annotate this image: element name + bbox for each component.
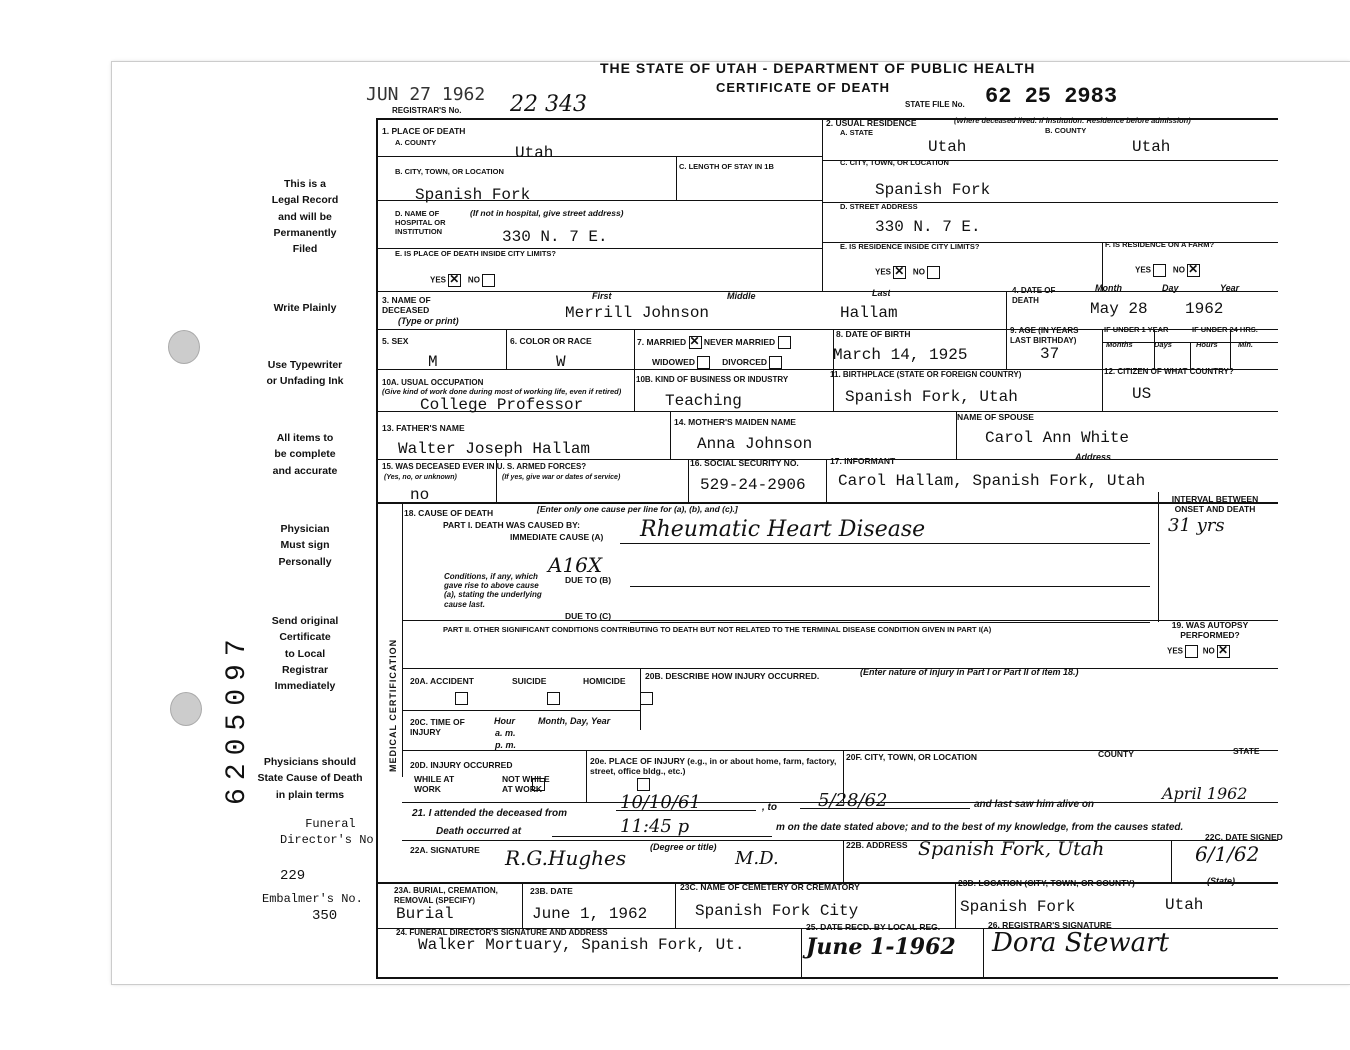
interval-label: INTERVAL BETWEEN ONSET AND DEATH	[1171, 494, 1259, 515]
burial-location-label: 23D. LOCATION (CITY, TOWN, OR COUNTY)	[958, 878, 1135, 888]
pod-inside-limits-label: E. IS PLACE OF DEATH INSIDE CITY LIMITS?	[395, 249, 556, 258]
pod-hospital: 330 N. 7 E.	[502, 228, 608, 246]
homicide-label: HOMICIDE	[583, 676, 626, 686]
date-recd-label: 25. DATE RECD. BY LOCAL REG.	[806, 922, 941, 932]
res-state: Utah	[928, 138, 967, 156]
attended-from: 10/10/61	[620, 792, 701, 813]
res-street: 330 N. 7 E.	[875, 218, 981, 236]
last-label: Last	[872, 288, 891, 298]
suicide-label: SUICIDE	[512, 676, 547, 686]
vertical-file-number: 6205097	[222, 631, 253, 805]
cemetery-value: Spanish Fork City	[695, 902, 859, 920]
header-subtitle: CERTIFICATE OF DEATH	[716, 80, 891, 95]
registrar-signature: Dora Stewart	[992, 928, 1169, 958]
date-recd: June 1-1962	[806, 934, 956, 960]
accident-label: 20A. ACCIDENT	[410, 676, 474, 686]
business-label: 10B. KIND OF BUSINESS OR INDUSTRY	[636, 375, 789, 384]
cemetery-label: 23C. NAME OF CEMETERY OR CREMATORY	[680, 882, 860, 892]
am-label: a. m.	[495, 728, 516, 738]
place-of-death-label: 1. PLACE OF DEATH	[382, 126, 466, 136]
pod-county: Utah	[515, 144, 554, 162]
death-occurred-rest: m on the date stated above; and to the best of my knowledge, from the causes stated.	[776, 822, 1184, 833]
date-signed-label: 22C. DATE SIGNED	[1205, 832, 1283, 842]
armed-note-1: (Yes, no, or unknown)	[384, 474, 457, 481]
injury-county-label: COUNTY	[1098, 749, 1134, 759]
color-value: W	[556, 353, 566, 371]
punch-hole-bottom	[170, 692, 202, 726]
cause-label: 18. CAUSE OF DEATH	[404, 508, 494, 518]
how-injury-note: (Enter nature of injury in Part I or Part II of item 18.)	[860, 667, 1079, 677]
punch-hole-top	[168, 330, 200, 364]
months-label: Months	[1106, 340, 1133, 349]
res-no-checkbox[interactable]	[927, 266, 940, 279]
how-injury-label: 20B. DESCRIBE HOW INJURY OCCURRED.	[645, 671, 820, 681]
sex-label: 5. SEX	[382, 336, 409, 346]
cause-a: Rheumatic Heart Disease	[640, 517, 926, 542]
res-inside-limits-label: E. IS RESIDENCE INSIDE CITY LIMITS?	[840, 242, 980, 251]
birthplace-label: 11. BIRTHPLACE (STATE OR FOREIGN COUNTRY)	[830, 370, 1022, 379]
informant-address-label: Address	[1075, 452, 1112, 462]
burial-state: Utah	[1165, 896, 1204, 914]
armed-note-2: (If yes, give war or dates of service)	[502, 474, 621, 481]
mother-value: Anna Johnson	[697, 435, 813, 453]
embalmer-no: 350	[312, 908, 338, 924]
pod-hospital-note: (If not in hospital, give street address)	[470, 208, 624, 218]
res-farm-label: F. IS RESIDENCE ON A FARM?	[1105, 240, 1215, 249]
mdy-label: Month, Day, Year	[538, 716, 611, 726]
deceased-first-middle: Merrill Johnson	[565, 304, 710, 322]
birthplace-value: Spanish Fork, Utah	[845, 388, 1018, 406]
day-label: Day	[1162, 283, 1179, 293]
widowed-checkbox[interactable]	[697, 356, 710, 369]
pod-inside-limits: YES ✕ NO	[430, 274, 495, 287]
residence-note: (Where deceased lived. If institution: Residence before admission)	[954, 116, 1191, 125]
degree-label: (Degree or title)	[650, 842, 717, 852]
side-physician-note: Physician Must sign Personally	[278, 523, 332, 568]
burial-state-label: (State)	[1207, 876, 1236, 886]
informant-value: Carol Hallam, Spanish Fork, Utah	[838, 472, 1146, 490]
side-cause-note: Physicians should State Cause of Death in plain terms	[257, 756, 363, 801]
last-saw-date: April 1962	[1162, 784, 1248, 803]
first-label: First	[592, 291, 612, 301]
married-checkbox[interactable]	[689, 336, 702, 349]
pod-yes-checkbox[interactable]	[448, 274, 461, 287]
signature-label: 22A. SIGNATURE	[410, 845, 480, 855]
color-label: 6. COLOR OR RACE	[510, 336, 592, 346]
side-complete-note: All items to be complete and accurate	[272, 432, 338, 477]
res-yes-checkbox[interactable]	[893, 266, 906, 279]
not-while-work-label: NOT WHILE AT WORK	[502, 774, 550, 795]
sex-value: M	[428, 353, 438, 371]
armed-label: 15. WAS DECEASED EVER IN U. S. ARMED FORCES?	[382, 462, 587, 471]
cause-code: A16X	[548, 553, 603, 577]
side-legal-note: This is a Legal Record and will be Permanently Filed	[271, 178, 339, 256]
pod-hospital-label: D. NAME OF HOSPITAL OR INSTITUTION	[395, 209, 446, 236]
to-label: , to	[762, 802, 777, 813]
date-signed: 6/1/62	[1195, 842, 1260, 866]
registrars-no-label: REGISTRAR'S No.	[392, 106, 462, 115]
autopsy-yes-checkbox[interactable]	[1185, 645, 1198, 658]
pod-city-label: B. CITY, TOWN, OR LOCATION	[395, 167, 504, 176]
accident-checkbox[interactable]	[455, 692, 468, 705]
res-state-label: A. STATE	[840, 128, 874, 137]
state-file-no: 62 25 2983	[985, 84, 1118, 109]
autopsy-label: 19. WAS AUTOPSY PERFORMED?	[1171, 620, 1249, 641]
not-while-work-checkbox[interactable]	[637, 778, 650, 791]
farm-no-checkbox[interactable]	[1187, 264, 1200, 277]
divorced-checkbox[interactable]	[769, 356, 782, 369]
res-county: Utah	[1132, 138, 1171, 156]
side-typewriter-note: Use Typewriter or Unfading Ink	[266, 359, 344, 388]
deceased-type-note: (Type or print)	[398, 316, 459, 326]
side-write-note: Write Plainly	[273, 302, 337, 314]
attended-to: 5/28/62	[818, 790, 888, 811]
burial-value: Burial	[396, 905, 454, 923]
father-label: 13. FATHER'S NAME	[382, 423, 465, 433]
month-label: Month	[1095, 283, 1122, 293]
res-county-label: B. COUNTY	[1045, 126, 1087, 135]
homicide-checkbox[interactable]	[640, 692, 653, 705]
state-file-label: STATE FILE No.	[905, 100, 965, 109]
death-date-label: 4. DATE OF DEATH	[1012, 286, 1056, 305]
res-inside-limits: YES ✕ NO	[875, 266, 940, 279]
injury-occurred-label: 20D. INJURY OCCURRED	[410, 760, 513, 770]
armed-value: no	[410, 486, 430, 504]
cause-note: [Enter only one cause per line for (a), (b), and (c).]	[537, 504, 738, 514]
immediate-label: IMMEDIATE CAUSE (A)	[510, 532, 604, 542]
conditions-note: Conditions, if any, which gave rise to above cause (a), stating the underlying cause last.	[444, 572, 542, 609]
pod-city: Spanish Fork	[415, 186, 531, 204]
occupation-note: (Give kind of work done during most of working life, even if retired)	[382, 387, 622, 396]
residence-label: 2. USUAL RESIDENCE	[826, 118, 917, 128]
widowed-label: WIDOWED DIVORCED	[652, 356, 782, 369]
father-value: Walter Joseph Hallam	[398, 440, 591, 458]
business-value: Teaching	[665, 392, 742, 410]
autopsy-options: YES NO ✕	[1167, 645, 1230, 658]
burial-date: June 1, 1962	[532, 905, 648, 923]
birth-label: 8. DATE OF BIRTH	[836, 329, 911, 339]
informant-label: 17. INFORMANT	[830, 456, 896, 466]
injury-city-label: 20F. CITY, TOWN, OR LOCATION	[846, 752, 977, 762]
physician-signature: R.G.Hughes	[505, 846, 627, 870]
registrar-sig-label: 26. REGISTRAR'S SIGNATURE	[988, 920, 1112, 930]
occupation-value: College Professor	[420, 396, 584, 414]
deceased-name-label: 3. NAME OF DECEASED	[382, 295, 431, 316]
last-saw-text: and last saw him alive on	[974, 799, 1095, 810]
part2-label: PART II. OTHER SIGNIFICANT CONDITIONS CONTRIBUTING TO DEATH BUT NOT RELATED TO THE TERMINAL DISEASE CONDITION GIVEN IN PART I(A)	[443, 625, 992, 634]
attended-text: 21. I attended the deceased from	[412, 808, 568, 819]
pod-county-label: A. COUNTY	[395, 138, 437, 147]
death-occurred-text: Death occurred at	[436, 826, 522, 837]
time-injury-label: 20C. TIME OF INJURY	[410, 717, 465, 738]
due-to-c-label: DUE TO (C)	[565, 611, 612, 621]
received-stamp: JUN 27 1962	[366, 84, 486, 105]
burial-location: Spanish Fork	[960, 898, 1076, 916]
pod-no-checkbox[interactable]	[482, 274, 495, 287]
mother-label: 14. MOTHER'S MAIDEN NAME	[674, 417, 796, 427]
physician-address: Spanish Fork, Utah	[918, 838, 1105, 860]
age-label: 9. AGE (IN YEARS LAST BIRTHDAY)	[1010, 326, 1079, 345]
funeral-director-no: 229	[280, 868, 306, 884]
hour-label: Hour	[494, 716, 515, 726]
header-title: THE STATE OF UTAH - DEPARTMENT OF PUBLIC HEALTH	[600, 60, 1036, 76]
due-to-b-label: DUE TO (B)	[565, 575, 612, 585]
res-city-label: C. CITY, TOWN, OR LOCATION	[840, 158, 949, 167]
place-injury-label: 20e. PLACE OF INJURY (e.g., in or about home, farm, factory, street, office bldg., etc.)	[590, 756, 837, 777]
citizen-label: 12. CITIZEN OF WHAT COUNTRY?	[1104, 367, 1234, 376]
physician-degree: M.D.	[735, 848, 779, 869]
funeral-director-sig: Walker Mortuary, Spanish Fork, Ut.	[418, 936, 745, 954]
year-label: Year	[1220, 283, 1240, 293]
birth-value: March 14, 1925	[833, 346, 968, 364]
min-label: Min.	[1238, 340, 1253, 349]
medical-certification-label: MEDICAL CERTIFICATION	[388, 638, 398, 772]
hours-label: Hours	[1196, 340, 1218, 349]
age-value: 37	[1040, 345, 1060, 363]
physician-address-label: 22B. ADDRESS	[846, 840, 908, 850]
occupation-label: 10A. USUAL OCCUPATION	[382, 378, 484, 387]
part1-label: PART I. DEATH WAS CAUSED BY:	[443, 520, 580, 530]
injury-state-label: STATE	[1233, 746, 1260, 756]
res-farm: YES NO ✕	[1135, 264, 1200, 277]
res-street-label: D. STREET ADDRESS	[840, 202, 918, 211]
under-day-label: IF UNDER 24 HRS.	[1192, 325, 1258, 334]
deceased-last: Hallam	[840, 304, 898, 322]
death-date: May 28	[1090, 300, 1148, 318]
while-work-label: WHILE AT WORK	[414, 774, 455, 795]
funeral-director-label: Funeral Director's No.	[280, 817, 381, 847]
never-married-checkbox[interactable]	[778, 336, 791, 349]
citizen-value: US	[1132, 385, 1152, 403]
death-time: 11:45 p	[620, 816, 690, 837]
spouse-value: Carol Ann White	[985, 429, 1130, 447]
ssn-label: 16. SOCIAL SECURITY NO.	[690, 458, 799, 468]
farm-yes-checkbox[interactable]	[1153, 264, 1166, 277]
autopsy-no-checkbox[interactable]	[1217, 645, 1230, 658]
pm-label: p. m.	[495, 740, 517, 750]
spouse-label: NAME OF SPOUSE	[957, 412, 1034, 422]
funeral-director-sig-label: 24. FUNERAL DIRECTOR'S SIGNATURE AND ADDRESS	[396, 928, 608, 937]
registrars-no: 22 343	[510, 92, 587, 117]
embalmer-label: Embalmer's No.	[262, 892, 363, 906]
days-label: Days	[1154, 340, 1172, 349]
burial-date-label: 23B. DATE	[530, 886, 573, 896]
side-send-note: Send original Certificate to Local Registrar Immediately	[271, 615, 339, 693]
ssn-value: 529-24-2906	[700, 476, 806, 494]
burial-label: 23A. BURIAL, CREMATION, REMOVAL (SPECIFY)	[394, 886, 498, 905]
suicide-checkbox[interactable]	[547, 692, 560, 705]
pod-stay-label: C. LENGTH OF STAY IN 1B	[679, 162, 774, 171]
under-year-label: IF UNDER 1 YEAR	[1104, 325, 1169, 334]
death-year: 1962	[1185, 300, 1224, 318]
res-city: Spanish Fork	[875, 181, 991, 199]
middle-label: Middle	[727, 291, 756, 301]
interval-value: 31 yrs	[1168, 515, 1225, 536]
married-label: 7. MARRIED ✕ NEVER MARRIED	[637, 336, 791, 349]
